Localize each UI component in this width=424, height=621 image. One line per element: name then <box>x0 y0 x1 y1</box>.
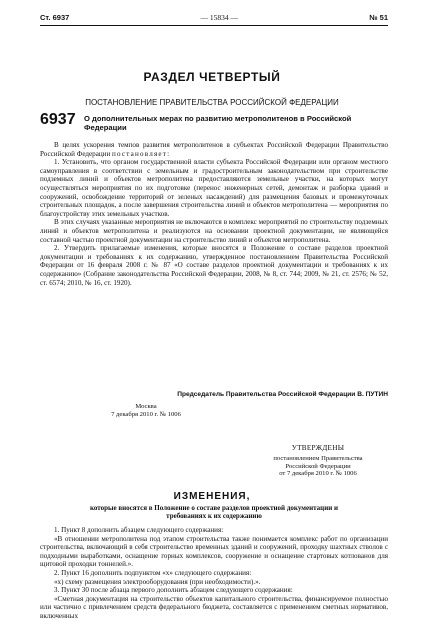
page-number: — 15834 — <box>200 13 238 22</box>
approved-line: от 7 декабря 2010 г. № 1006 <box>279 470 357 478</box>
decree-number: 6937 <box>40 111 76 128</box>
decree-body <box>40 141 388 287</box>
change-paragraph: «Сметная документация на строительство объектов капитального строительства, финансируемое полностью или частично с привлечением средств федерального бюджета, составляется с применением сметных нормативов, включенных <box>40 594 388 620</box>
signature: Председатель Правительства Российской Федерации В. ПУТИН <box>177 391 388 398</box>
decree-title: О дополнительных мерах по развитию метрополитенов в Российской Федерации <box>84 114 352 132</box>
preamble-text: В целях ускорения темпов развития метрополитенов в субъектах Российской Федерации Правительство Российской Федерации <box>40 141 388 158</box>
approved-line: Российской Федерации <box>285 462 351 470</box>
section-title: РАЗДЕЛ ЧЕТВЕРТЫЙ <box>143 70 281 84</box>
changes-subtitle: которые вносятся в Положение о составе разделов проектной документации и требованиях к их содержанию <box>89 504 339 521</box>
preamble <box>40 141 388 158</box>
decree-type: ПОСТАНОВЛЕНИЕ ПРАВИТЕЛЬСТВА РОССИЙСКОЙ ФЕДЕРАЦИИ <box>85 98 339 107</box>
paragraph: 1. Установить, что органом государственной власти субъекта Российской Федерации или органом местного самоуправления в соответствии с земельным и градостроительным законодательством при строительстве подземных линий и объектов метрополитена предоставляются земельные участки, на которых могут осуществляться мероприятия по их подготовке (перенос инженерных сетей, демонтаж и разборка зданий и сооружений, освобождение территорий от зеленых насаждений) для размещения базовых и промежуточных строительных площадок, а после завершения строительства линий и объектов метрополитена — мероприятия по благоустройству этих земельных участков. <box>40 158 388 218</box>
change-paragraph: 1. Пункт 8 дополнить абзацем следующего содержания: <box>54 526 224 534</box>
issue-number: № 51 <box>369 13 388 22</box>
changes-body <box>40 526 388 621</box>
paragraph: В этих случаях указанные мероприятия не включаются в комплекс мероприятий по строительству подземных линий и объектов метрополитена и реализуются на основании проектной документации, не являющейся составной частью проектной документации на строительство линий и объектов метрополитена. <box>40 218 388 244</box>
article-number: Ст. 6937 <box>40 13 70 22</box>
approved-line: постановлением Правительства <box>273 455 363 463</box>
approved-label: УТВЕРЖДЕНЫ <box>291 444 345 452</box>
decree-date: 7 декабря 2010 г. № 1006 <box>111 411 181 418</box>
change-paragraph: 3. Пункт 30 после абзаца первого дополнить абзацем следующего содержания: <box>54 586 293 595</box>
header-rule <box>40 25 388 26</box>
preamble-verb: постановляет: <box>112 149 171 158</box>
place-and-date <box>96 403 196 419</box>
approval-stamp <box>248 445 388 478</box>
page-header <box>40 13 388 22</box>
change-paragraph: «В отношении метрополитена под этапом строительства также понимается комплекс работ по организации строительства, включающий в себя строительство временных зданий и сооружений, проходку шахтных стволов с подходными выработками, оснащение горных комплексов, сооружение и оснащение стартовых котлованов для щитовой проходки тоннелей.». <box>40 534 388 569</box>
change-paragraph: 2. Пункт 16 дополнить подпунктом «х» следующего содержания: <box>54 568 252 577</box>
change-paragraph: «х) схему размещения электрооборудования (при необходимости).». <box>54 577 261 586</box>
place-city: Москва <box>135 403 157 410</box>
decree-heading <box>40 112 388 134</box>
changes-title: ИЗМЕНЕНИЯ, <box>173 491 251 502</box>
paragraph: 2. Утвердить прилагаемые изменения, которые вносятся в Положение о составе разделов проектной документации и требованиях к их содержанию, утвержденное постановлением Правительства Российской Федерации от 16 февраля 2008 г. № 87 «О составе разделов проектной документации и требованиях к их содержанию» (Собрание законодательства Российской Федерации, 2008, № 8, ст. 744; 2009, № 21, ст. 2576; № 52, ст. 6574; 2010, № 16, ст. 1920). <box>40 244 388 287</box>
